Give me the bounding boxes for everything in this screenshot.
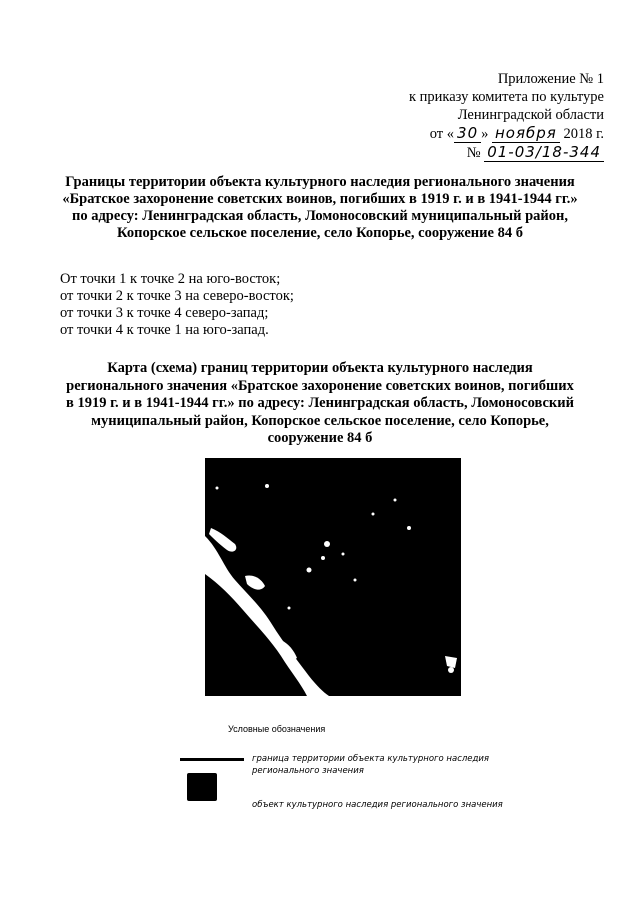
map-spot [394, 499, 397, 502]
title-line: Границы территории объекта культурного наследия регионального значения [65, 174, 575, 190]
legend-title: Условные обозначения [228, 724, 326, 734]
boundary-legend-line: регионального значения [252, 766, 364, 776]
map-spot [307, 568, 312, 573]
map-title-line: регионального значения «Братское захоронение советских воинов, погибших [66, 377, 574, 394]
map-title-line: в 1919 г. и в 1941-1944 гг.» по адресу: Ленинградская область, Ломоносовский [66, 395, 574, 411]
boundary-point-item: от точки 2 к точке 3 на северо-восток; [60, 288, 294, 304]
date-prefix: от « [429, 126, 455, 142]
heritage-object-symbol [187, 773, 217, 801]
title-line: Копорское сельское поселение, село Копорье, сооружение 84 б [117, 225, 523, 241]
date-year: 2018 г. [563, 126, 604, 142]
site-map-image [205, 458, 461, 696]
map-spot [372, 513, 375, 516]
map-title-line: сооружение 84 б [267, 430, 373, 446]
map-title-line: муниципальный район, Копорское сельское поселение, село Копорье, [91, 412, 549, 429]
boundary-points-list [60, 271, 294, 339]
map-spot [288, 607, 291, 610]
map-spot [407, 526, 411, 530]
order-date [409, 124, 604, 143]
order-number [409, 143, 604, 162]
date-month-handwritten: ноября [492, 124, 560, 143]
order-reference: к приказу комитета по культуре [408, 89, 604, 105]
title-line: «Братское захоронение советских воинов, погибших в 1919 г. и в 1941-1944 гг.» [62, 191, 578, 207]
map-spot [342, 553, 345, 556]
appendix-header [409, 70, 604, 162]
boundary-legend-label [252, 753, 489, 777]
boundary-point-item: От точки 1 к точке 2 на юго-восток; [60, 271, 281, 287]
map-spot [324, 541, 330, 547]
map-spot [354, 579, 357, 582]
appendix-title: Приложение № 1 [497, 71, 604, 87]
number-handwritten: 01-03/18-344 [484, 143, 604, 162]
map-spot [216, 487, 219, 490]
map-spot [321, 556, 325, 560]
document-title [40, 174, 600, 242]
map-spot [448, 667, 454, 673]
boundary-point-item: от точки 3 к точке 4 северо-запад; [60, 305, 269, 321]
boundary-line-symbol [180, 758, 244, 761]
title-line: по адресу: Ленинградская область, Ломоносовский муниципальный район, [71, 208, 569, 224]
map-title [40, 360, 600, 448]
boundary-legend-line: граница территории объекта культурного наследия [252, 754, 490, 764]
map-spot [265, 484, 269, 488]
region-name: Ленинградской области [457, 107, 604, 123]
date-mid: » [481, 126, 489, 142]
object-legend-label: объект культурного наследия регионального значения [252, 800, 503, 810]
map-title-line: Карта (схема) границ территории объекта культурного наследия [107, 360, 533, 376]
number-prefix: № [466, 145, 481, 161]
date-day-handwritten: 30 [454, 124, 481, 143]
boundary-point-item: от точки 4 к точке 1 на юго-запад. [60, 322, 269, 338]
map-dark-area [205, 458, 461, 696]
